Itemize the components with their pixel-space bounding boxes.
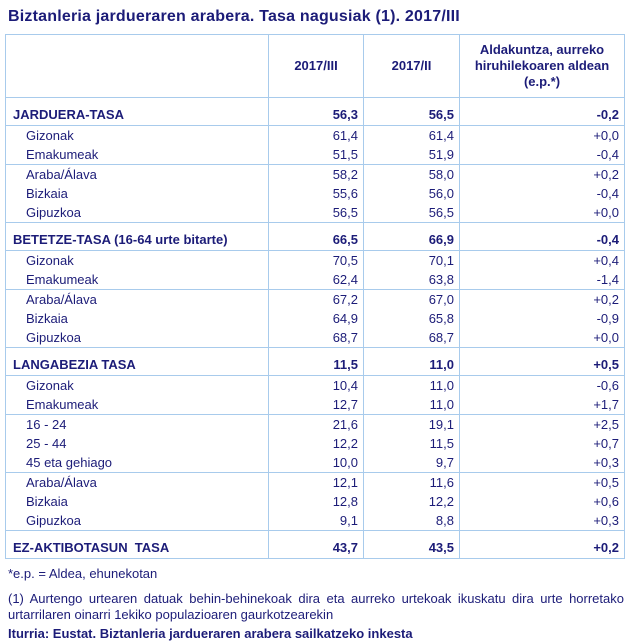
value-2017-III: 10,4 xyxy=(269,376,364,396)
value-2017-III: 21,6 xyxy=(269,415,364,435)
row-label: Bizkaia xyxy=(26,311,68,326)
value-change: -0,4 xyxy=(460,145,625,165)
value-2017-II: 12,2 xyxy=(364,492,460,511)
ep-footnote: *e.p. = Aldea, ehunekotan xyxy=(8,566,158,581)
header-change-col: Aldakuntza, aurreko hiruhilekoaren aldean (e.p.*) xyxy=(460,35,625,98)
section-row xyxy=(6,531,625,559)
value-change: +0,6 xyxy=(460,492,625,511)
value-2017-II: 58,0 xyxy=(364,165,460,185)
value-2017-II: 63,8 xyxy=(364,270,460,290)
value-change: +0,5 xyxy=(460,348,625,376)
value-2017-II: 11,6 xyxy=(364,473,460,493)
section-row xyxy=(6,98,625,126)
value-2017-III: 68,7 xyxy=(269,328,364,348)
page-title: Biztanleria jardueraren arabera. Tasa nagusiak (1). 2017/III xyxy=(8,8,460,25)
table-row xyxy=(6,309,625,328)
table-row xyxy=(6,270,625,290)
value-2017-II: 43,5 xyxy=(364,531,460,559)
value-2017-III: 55,6 xyxy=(269,184,364,203)
value-2017-III: 11,5 xyxy=(269,348,364,376)
value-2017-III: 58,2 xyxy=(269,165,364,185)
value-2017-II: 61,4 xyxy=(364,126,460,146)
table-row xyxy=(6,203,625,223)
value-change: -0,9 xyxy=(460,309,625,328)
value-2017-II: 11,0 xyxy=(364,376,460,396)
value-change: +0,3 xyxy=(460,511,625,531)
row-label: Emakumeak xyxy=(6,145,269,165)
value-2017-III: 56,5 xyxy=(269,203,364,223)
value-2017-III: 43,7 xyxy=(269,531,364,559)
value-2017-II: 9,7 xyxy=(364,453,460,473)
row-label: LANGABEZIA TASA xyxy=(6,348,269,376)
value-change: +0,7 xyxy=(460,434,625,453)
value-2017-II: 11,0 xyxy=(364,348,460,376)
row-label: Gipuzkoa xyxy=(6,511,269,531)
row-label: Araba/Álava xyxy=(26,167,97,182)
row-label: BETETZE-TASA (16-64 urte bitarte) xyxy=(6,223,269,251)
header-2017-III: 2017/III xyxy=(269,35,364,98)
footnotes xyxy=(8,566,624,641)
row-label: JARDUERA-TASA xyxy=(6,98,269,126)
value-2017-II: 68,7 xyxy=(364,328,460,348)
value-2017-II: 66,9 xyxy=(364,223,460,251)
table-row xyxy=(6,145,625,165)
row-label: 45 eta gehiago xyxy=(6,453,269,473)
value-2017-II: 19,1 xyxy=(364,415,460,435)
row-label: Emakumeak xyxy=(6,270,269,290)
row-label: Gipuzkoa xyxy=(6,203,269,223)
value-change: +1,7 xyxy=(460,395,625,415)
rates-table xyxy=(5,34,625,559)
value-2017-III: 10,0 xyxy=(269,453,364,473)
value-2017-II: 56,0 xyxy=(364,184,460,203)
value-2017-II: 67,0 xyxy=(364,290,460,310)
section-row xyxy=(6,223,625,251)
value-change: +0,0 xyxy=(460,328,625,348)
table-row xyxy=(6,473,625,493)
value-change: +0,5 xyxy=(460,473,625,493)
row-label: EZ-AKTIBOTASUN TASA xyxy=(6,531,269,559)
table-row xyxy=(6,415,625,435)
table-row xyxy=(6,492,625,511)
value-2017-II: 51,9 xyxy=(364,145,460,165)
value-2017-III: 56,3 xyxy=(269,98,364,126)
value-2017-III: 62,4 xyxy=(269,270,364,290)
value-change: -0,4 xyxy=(460,184,625,203)
table-row xyxy=(6,165,625,185)
table-row xyxy=(6,126,625,146)
value-change: +0,3 xyxy=(460,453,625,473)
value-2017-II: 56,5 xyxy=(364,98,460,126)
header-row xyxy=(6,35,625,98)
row-label: Emakumeak xyxy=(6,395,269,415)
value-change: -0,6 xyxy=(460,376,625,396)
table-header xyxy=(6,35,625,98)
value-change: +0,4 xyxy=(460,251,625,271)
row-label: Bizkaia xyxy=(26,494,68,509)
value-2017-II: 8,8 xyxy=(364,511,460,531)
value-change: +0,2 xyxy=(460,290,625,310)
value-2017-III: 64,9 xyxy=(269,309,364,328)
value-2017-III: 9,1 xyxy=(269,511,364,531)
source-line: Iturria: Eustat. Biztanleria jardueraren arabera sailkatzeko inkesta xyxy=(8,626,413,641)
value-change: +0,0 xyxy=(460,126,625,146)
table-row xyxy=(6,511,625,531)
table-row xyxy=(6,434,625,453)
value-2017-III: 12,8 xyxy=(269,492,364,511)
value-2017-III: 12,7 xyxy=(269,395,364,415)
provisional-data-note: (1) Aurtengo urtearen datuak behin-behinekoak dira eta aurreko urtekoak ikuskatu dira urte horretako urtarrilaren oinarri 1ekiko populazioaren gaurkotzearekin xyxy=(8,591,624,622)
value-2017-II: 11,5 xyxy=(364,434,460,453)
row-label: Araba/Álava xyxy=(26,292,97,307)
table-row xyxy=(6,251,625,271)
value-2017-III: 66,5 xyxy=(269,223,364,251)
value-2017-III: 70,5 xyxy=(269,251,364,271)
value-2017-III: 67,2 xyxy=(269,290,364,310)
value-2017-III: 61,4 xyxy=(269,126,364,146)
row-label: Bizkaia xyxy=(26,186,68,201)
value-2017-II: 56,5 xyxy=(364,203,460,223)
value-change: +0,2 xyxy=(460,165,625,185)
value-change: -0,4 xyxy=(460,223,625,251)
row-label: 16 - 24 xyxy=(26,417,67,432)
value-2017-II: 65,8 xyxy=(364,309,460,328)
table-row xyxy=(6,453,625,473)
row-label: Gizonak xyxy=(26,378,74,393)
section-row xyxy=(6,348,625,376)
table-body xyxy=(6,98,625,559)
row-label: Gizonak xyxy=(26,253,74,268)
value-2017-II: 70,1 xyxy=(364,251,460,271)
value-change: -0,2 xyxy=(460,98,625,126)
row-label: 25 - 44 xyxy=(26,436,67,451)
header-empty-cell xyxy=(6,35,269,98)
table-row xyxy=(6,395,625,415)
table-row xyxy=(6,184,625,203)
row-label: Gizonak xyxy=(26,128,74,143)
value-change: +0,0 xyxy=(460,203,625,223)
value-2017-II: 11,0 xyxy=(364,395,460,415)
value-change: +0,2 xyxy=(460,531,625,559)
value-change: -1,4 xyxy=(460,270,625,290)
table-row xyxy=(6,376,625,396)
row-label: Gipuzkoa xyxy=(6,328,269,348)
value-2017-III: 51,5 xyxy=(269,145,364,165)
value-change: +2,5 xyxy=(460,415,625,435)
table-row xyxy=(6,290,625,310)
row-label: Araba/Álava xyxy=(26,475,97,490)
value-2017-III: 12,1 xyxy=(269,473,364,493)
header-2017-II: 2017/II xyxy=(364,35,460,98)
table-row xyxy=(6,328,625,348)
value-2017-III: 12,2 xyxy=(269,434,364,453)
